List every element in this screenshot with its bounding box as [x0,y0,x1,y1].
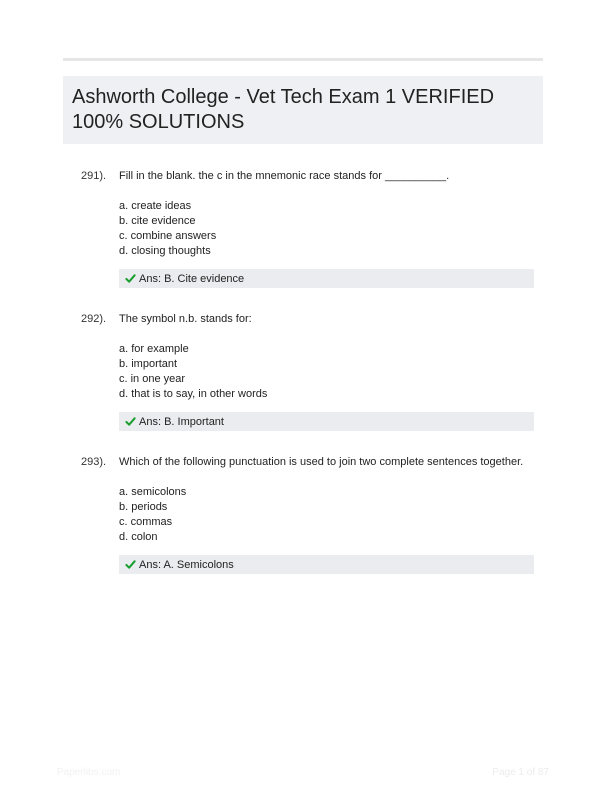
option-item: a. semicolons [119,486,187,498]
option-item: a. create ideas [119,200,192,212]
answer-box [119,412,534,431]
option-item: b. cite evidence [119,215,196,227]
question-text: Which of the following punctuation is used to join two complete sentences together. [119,456,524,468]
question-text: The symbol n.b. stands for: [119,313,252,325]
check-icon [125,559,136,570]
question-number: 293). [81,456,107,468]
option-item: c. commas [119,516,173,528]
option-item: c. in one year [119,373,186,385]
answer-text: Ans: A. Semicolons [139,558,234,571]
document-title: Ashworth College - Vet Tech Exam 1 VERIFIED 100% SOLUTIONS [72,86,495,133]
question-number: 291). [81,170,107,182]
top-divider [63,58,543,61]
option-item: d. that is to say, in other words [119,388,268,400]
answer-box [119,269,534,288]
question-number: 292). [81,313,107,325]
option-item: c. combine answers [119,230,217,242]
page-number: Page 1 of 87 [492,767,549,778]
title-banner [63,76,543,144]
option-list [119,199,216,259]
option-item: d. closing thoughts [119,245,211,257]
footer-watermark: Paperlibs.com [57,767,121,778]
check-icon [125,416,136,427]
option-list [119,485,186,545]
option-list [119,342,267,402]
option-item: b. important [119,358,178,370]
option-item: b. periods [119,501,168,513]
answer-box [119,555,534,574]
answer-text: Ans: B. Important [139,415,224,428]
option-item: a. for example [119,343,189,355]
check-icon [125,273,136,284]
option-item: d. colon [119,531,158,543]
question-text: Fill in the blank. the c in the mnemonic race stands for __________. [119,170,450,182]
answer-text: Ans: B. Cite evidence [139,272,245,285]
